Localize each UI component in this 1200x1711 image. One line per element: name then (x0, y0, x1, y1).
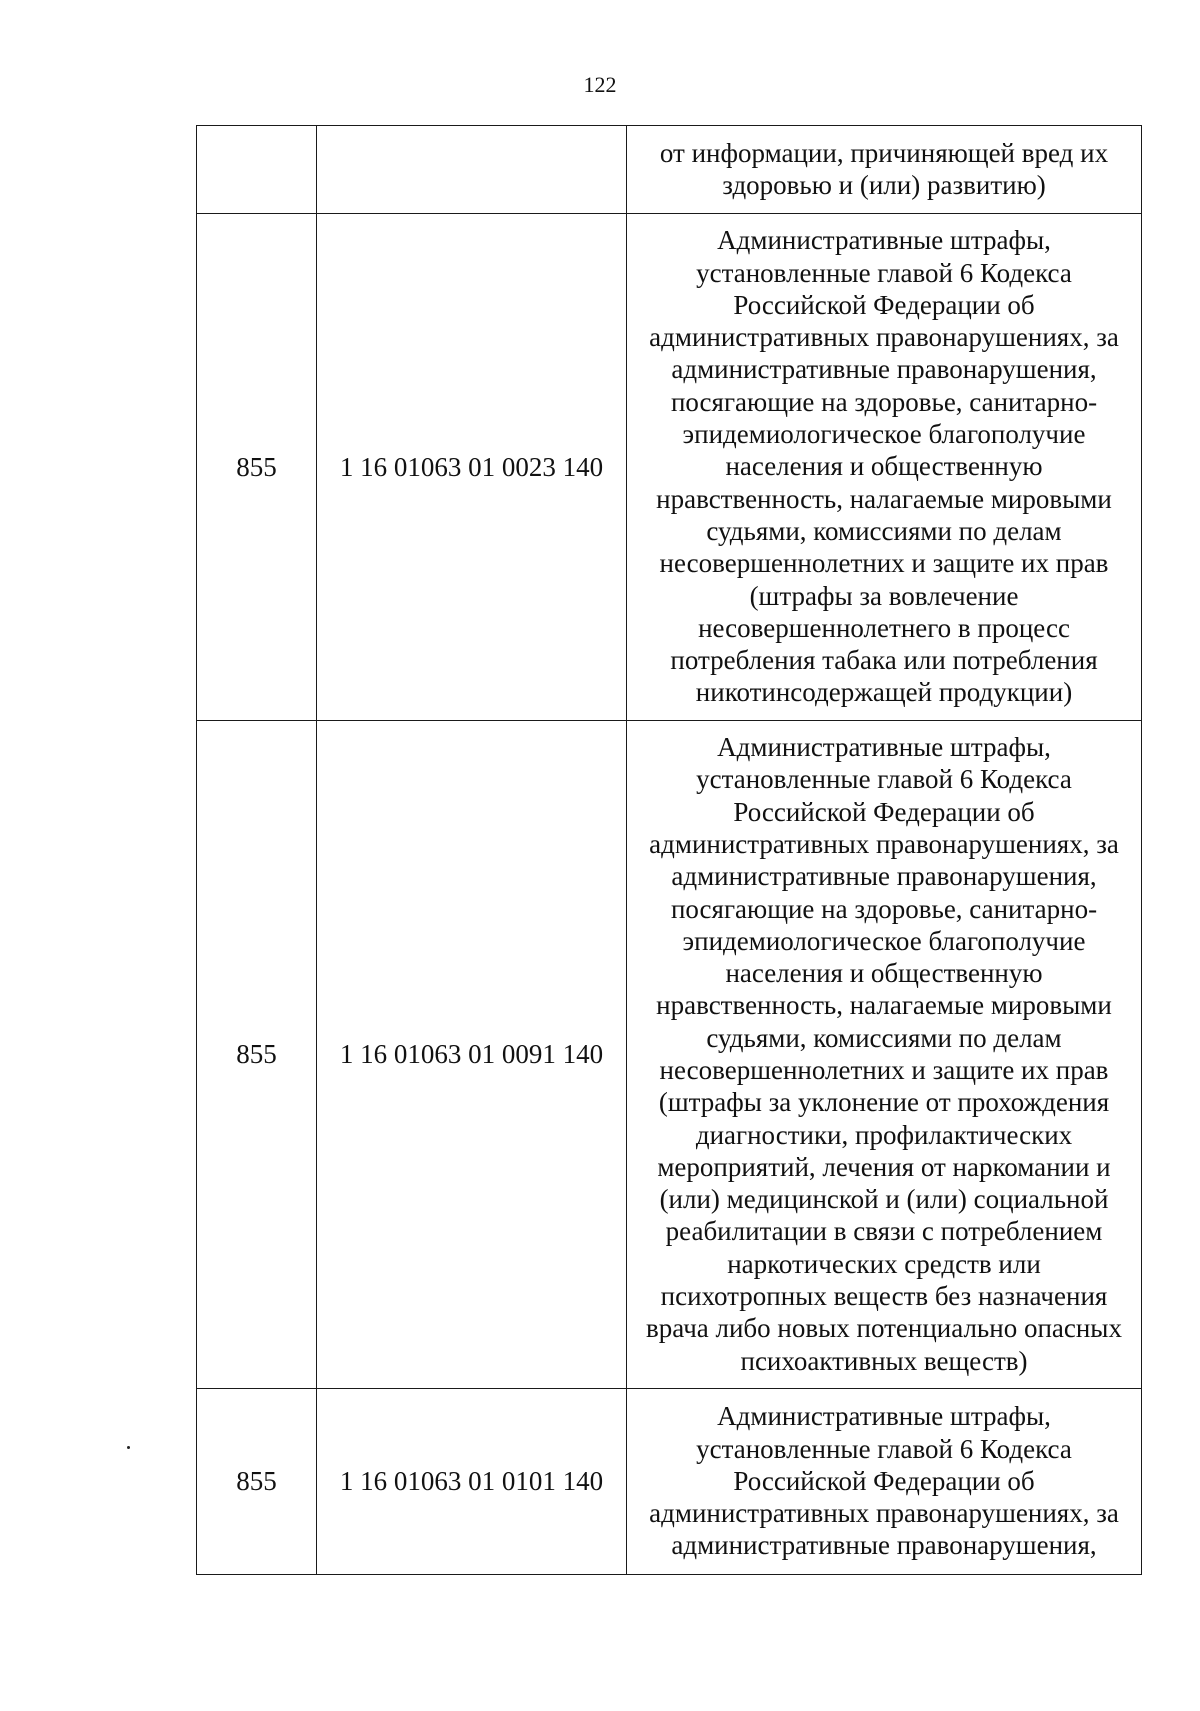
kbk-code-cell: 1 16 01063 01 0023 140 (317, 214, 627, 721)
description-line: административные правонарушения, (671, 1530, 1097, 1561)
description-cell (627, 721, 1142, 1389)
description-line: Российской Федерации об (733, 1465, 1035, 1496)
description-line: установленные главой 6 Кодекса (696, 764, 1072, 795)
description-line: потребления табака или потребления (670, 645, 1098, 676)
admin-code-cell (197, 126, 317, 214)
scan-speck (127, 1446, 130, 1449)
description-line: населения и общественную (725, 451, 1043, 482)
description-line: установленные главой 6 Кодекса (696, 257, 1072, 288)
table-row (197, 126, 1142, 214)
description-line: психоактивных веществ) (740, 1345, 1028, 1376)
description-cell (627, 126, 1142, 214)
description-line: несовершеннолетнего в процесс (698, 612, 1070, 643)
description-line: психотропных веществ без назначения (660, 1281, 1108, 1312)
description-line: административных правонарушениях, за (649, 1498, 1119, 1529)
table-row (197, 1389, 1142, 1575)
description-line: населения и общественную (725, 958, 1043, 989)
description-line: нравственность, налагаемые мировыми (656, 990, 1112, 1021)
description-line: Административные штрафы, (717, 1401, 1051, 1432)
table-row (197, 214, 1142, 721)
description-line: (или) медицинской и (или) социальной (659, 1184, 1109, 1215)
description-line: Административные штрафы, (717, 732, 1051, 763)
description-line: судьями, комиссиями по делам (706, 515, 1062, 546)
description-line: посягающие на здоровье, санитарно- (670, 893, 1098, 924)
description-line: диагностики, профилактических (695, 1119, 1073, 1150)
description-line: административных правонарушениях, за (649, 828, 1119, 859)
description-line: здоровью и (или) развитию) (722, 170, 1046, 200)
description-line: эпидемиологическое благополучие (682, 925, 1086, 956)
table-row (197, 721, 1142, 1389)
description-line: установленные главой 6 Кодекса (696, 1433, 1072, 1464)
kbk-code-cell (317, 126, 627, 214)
description-line: никотинсодержащей продукции) (695, 677, 1073, 708)
description-line: административных правонарушениях, за (649, 322, 1119, 353)
description-line: реабилитации в связи с потреблением (665, 1216, 1103, 1247)
description-line: нравственность, налагаемые мировыми (656, 483, 1112, 514)
page-number: 122 (583, 72, 617, 97)
description-line: административные правонарушения, (671, 354, 1097, 385)
kbk-code-cell: 1 16 01063 01 0091 140 (317, 721, 627, 1389)
description-line: от информации, причиняющей вред их (659, 137, 1109, 168)
description-line: Российской Федерации об (733, 289, 1035, 320)
description-cell (627, 1389, 1142, 1575)
admin-code-cell: 855 (197, 1389, 317, 1575)
description-line: (штрафы за уклонение от прохождения (658, 1087, 1110, 1118)
description-line: административные правонарушения, (671, 861, 1097, 892)
description-line: (штрафы за вовлечение (749, 580, 1019, 611)
admin-code-cell: 855 (197, 721, 317, 1389)
description-line: эпидемиологическое благополучие (682, 419, 1086, 450)
description-line: несовершеннолетних и защите их прав (659, 1055, 1109, 1085)
description-line: Российской Федерации об (733, 796, 1035, 827)
description-line: посягающие на здоровье, санитарно- (670, 386, 1098, 417)
description-line: несовершеннолетних и защите их прав (659, 548, 1109, 579)
description-line: мероприятий, лечения от наркомании и (657, 1151, 1111, 1182)
admin-code-cell: 855 (197, 214, 317, 721)
description-line: Административные штрафы, (717, 225, 1051, 256)
description-line: судьями, комиссиями по делам (706, 1022, 1062, 1053)
description-line: врача либо новых потенциально опасных (646, 1313, 1122, 1344)
description-cell (627, 214, 1142, 721)
kbk-code-cell: 1 16 01063 01 0101 140 (317, 1389, 627, 1575)
budget-codes-table (196, 125, 1142, 1575)
description-line: наркотических средств или (727, 1248, 1041, 1279)
